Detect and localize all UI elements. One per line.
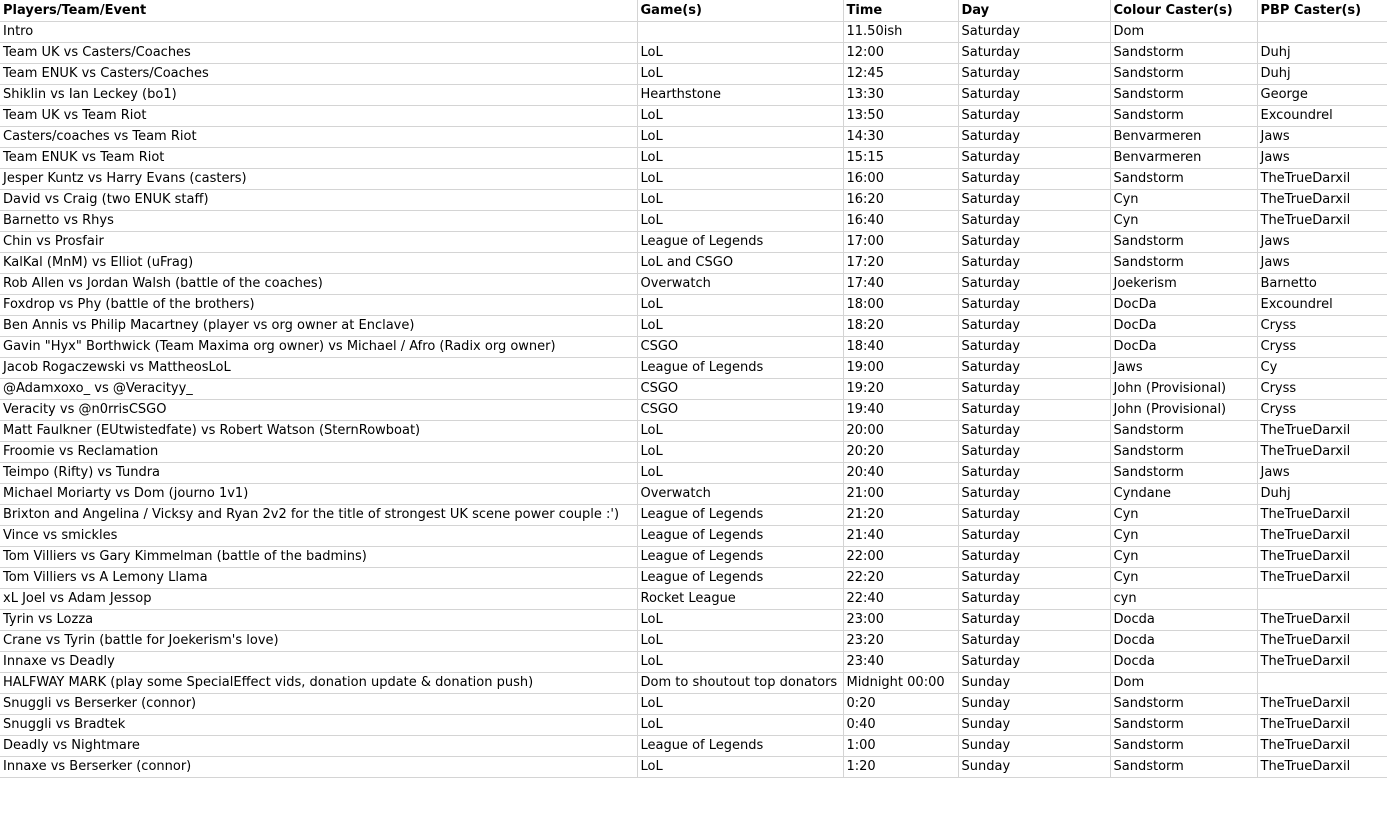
cell-colour-caster[interactable]: Cyn — [1110, 546, 1257, 567]
cell-colour-caster[interactable]: Sandstorm — [1110, 63, 1257, 84]
cell-colour-caster[interactable]: Dom — [1110, 21, 1257, 42]
cell-pbp-caster[interactable]: Duhj — [1257, 63, 1387, 84]
cell-game[interactable]: League of Legends — [637, 567, 843, 588]
cell-time[interactable]: 16:40 — [843, 210, 958, 231]
cell-time[interactable]: 17:20 — [843, 252, 958, 273]
cell-colour-caster[interactable]: John (Provisional) — [1110, 399, 1257, 420]
cell-time[interactable]: 12:45 — [843, 63, 958, 84]
cell-players[interactable]: Intro — [0, 21, 637, 42]
cell-pbp-caster[interactable]: TheTrueDarxil — [1257, 420, 1387, 441]
cell-game[interactable]: LoL — [637, 105, 843, 126]
cell-time[interactable]: 21:20 — [843, 504, 958, 525]
cell-day[interactable]: Saturday — [958, 420, 1110, 441]
cell-colour-caster[interactable]: Docda — [1110, 609, 1257, 630]
cell-time[interactable]: 17:00 — [843, 231, 958, 252]
cell-day[interactable]: Sunday — [958, 735, 1110, 756]
cell-time[interactable]: 0:20 — [843, 693, 958, 714]
cell-players[interactable]: Tom Villiers vs Gary Kimmelman (battle of the badmins) — [0, 546, 637, 567]
table-row — [0, 147, 1387, 168]
header-row — [0, 0, 1387, 21]
cell-players[interactable]: Vince vs smickles — [0, 525, 637, 546]
cell-game[interactable]: League of Legends — [637, 735, 843, 756]
cell-time[interactable]: 1:00 — [843, 735, 958, 756]
cell-game[interactable]: LoL — [637, 168, 843, 189]
cell-time[interactable]: 12:00 — [843, 42, 958, 63]
cell-colour-caster[interactable]: Sandstorm — [1110, 462, 1257, 483]
cell-time[interactable]: 19:00 — [843, 357, 958, 378]
cell-game[interactable]: Overwatch — [637, 483, 843, 504]
cell-players[interactable]: Gavin "Hyx" Borthwick (Team Maxima org owner) vs Michael / Afro (Radix org owner) — [0, 336, 637, 357]
cell-colour-caster[interactable]: cyn — [1110, 588, 1257, 609]
table-row — [0, 525, 1387, 546]
cell-players[interactable]: Innaxe vs Berserker (connor) — [0, 756, 637, 777]
cell-players[interactable]: Jacob Rogaczewski vs MattheosLoL — [0, 357, 637, 378]
cell-colour-caster[interactable]: Sandstorm — [1110, 441, 1257, 462]
cell-game[interactable]: LoL — [637, 189, 843, 210]
cell-pbp-caster[interactable]: TheTrueDarxil — [1257, 525, 1387, 546]
cell-day[interactable]: Saturday — [958, 147, 1110, 168]
table-row — [0, 714, 1387, 735]
cell-game[interactable]: LoL — [637, 420, 843, 441]
cell-time[interactable]: 15:15 — [843, 147, 958, 168]
cell-players[interactable]: Deadly vs Nightmare — [0, 735, 637, 756]
cell-colour-caster[interactable]: DocDa — [1110, 336, 1257, 357]
header-cell-players[interactable]: Players/Team/Event — [0, 0, 637, 21]
cell-game[interactable]: LoL and CSGO — [637, 252, 843, 273]
cell-colour-caster[interactable]: Sandstorm — [1110, 756, 1257, 777]
cell-colour-caster[interactable]: Jaws — [1110, 357, 1257, 378]
table-row — [0, 336, 1387, 357]
cell-time[interactable]: 14:30 — [843, 126, 958, 147]
cell-players[interactable]: Shiklin vs Ian Leckey (bo1) — [0, 84, 637, 105]
cell-game[interactable]: LoL — [637, 294, 843, 315]
cell-game[interactable]: LoL — [637, 126, 843, 147]
cell-day[interactable]: Saturday — [958, 483, 1110, 504]
cell-players[interactable]: Team ENUK vs Team Riot — [0, 147, 637, 168]
table-row — [0, 672, 1387, 693]
table-row — [0, 462, 1387, 483]
cell-colour-caster[interactable]: Sandstorm — [1110, 84, 1257, 105]
cell-pbp-caster[interactable]: Duhj — [1257, 483, 1387, 504]
cell-day[interactable]: Saturday — [958, 441, 1110, 462]
cell-colour-caster[interactable]: Docda — [1110, 651, 1257, 672]
cell-pbp-caster[interactable]: TheTrueDarxil — [1257, 546, 1387, 567]
cell-players[interactable]: xL Joel vs Adam Jessop — [0, 588, 637, 609]
cell-day[interactable]: Sunday — [958, 756, 1110, 777]
cell-pbp-caster[interactable]: TheTrueDarxil — [1257, 609, 1387, 630]
table-row — [0, 189, 1387, 210]
cell-players[interactable]: Veracity vs @n0rrisCSGO — [0, 399, 637, 420]
cell-time[interactable]: Midnight 00:00 — [843, 672, 958, 693]
cell-pbp-caster[interactable]: Barnetto — [1257, 273, 1387, 294]
cell-game[interactable]: CSGO — [637, 336, 843, 357]
header-cell-games[interactable]: Game(s) — [637, 0, 843, 21]
cell-day[interactable]: Saturday — [958, 273, 1110, 294]
cell-pbp-caster[interactable]: Duhj — [1257, 42, 1387, 63]
cell-day[interactable]: Saturday — [958, 63, 1110, 84]
cell-day[interactable]: Saturday — [958, 231, 1110, 252]
table-row — [0, 630, 1387, 651]
cell-day[interactable]: Saturday — [958, 252, 1110, 273]
cell-colour-caster[interactable]: Sandstorm — [1110, 735, 1257, 756]
cell-players[interactable]: Froomie vs Reclamation — [0, 441, 637, 462]
table-row — [0, 168, 1387, 189]
cell-colour-caster[interactable]: Cyn — [1110, 525, 1257, 546]
table-row — [0, 231, 1387, 252]
cell-time[interactable]: 22:40 — [843, 588, 958, 609]
cell-game[interactable]: LoL — [637, 630, 843, 651]
cell-day[interactable]: Saturday — [958, 525, 1110, 546]
cell-day[interactable]: Saturday — [958, 21, 1110, 42]
cell-time[interactable]: 22:20 — [843, 567, 958, 588]
cell-pbp-caster[interactable]: TheTrueDarxil — [1257, 210, 1387, 231]
cell-time[interactable]: 22:00 — [843, 546, 958, 567]
cell-game[interactable]: Overwatch — [637, 273, 843, 294]
table-row — [0, 273, 1387, 294]
cell-time[interactable]: 20:40 — [843, 462, 958, 483]
table-row — [0, 756, 1387, 777]
cell-time[interactable]: 0:40 — [843, 714, 958, 735]
cell-game[interactable]: League of Legends — [637, 231, 843, 252]
cell-pbp-caster[interactable] — [1257, 672, 1387, 693]
cell-pbp-caster[interactable]: TheTrueDarxil — [1257, 504, 1387, 525]
cell-time[interactable]: 20:20 — [843, 441, 958, 462]
cell-day[interactable]: Saturday — [958, 399, 1110, 420]
cell-pbp-caster[interactable] — [1257, 588, 1387, 609]
header-cell-colour-caster[interactable]: Colour Caster(s) — [1110, 0, 1257, 21]
table-row — [0, 588, 1387, 609]
table-row — [0, 21, 1387, 42]
cell-pbp-caster[interactable] — [1257, 21, 1387, 42]
cell-game[interactable] — [637, 21, 843, 42]
cell-day[interactable]: Sunday — [958, 693, 1110, 714]
cell-time[interactable]: 18:00 — [843, 294, 958, 315]
cell-time[interactable]: 16:00 — [843, 168, 958, 189]
cell-time[interactable]: 19:40 — [843, 399, 958, 420]
cell-game[interactable]: Hearthstone — [637, 84, 843, 105]
cell-pbp-caster[interactable]: TheTrueDarxil — [1257, 441, 1387, 462]
cell-time[interactable]: 17:40 — [843, 273, 958, 294]
cell-game[interactable]: Rocket League — [637, 588, 843, 609]
table-row — [0, 105, 1387, 126]
cell-day[interactable]: Saturday — [958, 567, 1110, 588]
table-row — [0, 399, 1387, 420]
table-row — [0, 84, 1387, 105]
cell-pbp-caster[interactable]: TheTrueDarxil — [1257, 189, 1387, 210]
table-row — [0, 63, 1387, 84]
cell-pbp-caster[interactable]: TheTrueDarxil — [1257, 651, 1387, 672]
cell-colour-caster[interactable]: Dom — [1110, 672, 1257, 693]
cell-pbp-caster[interactable]: Jaws — [1257, 231, 1387, 252]
table-row — [0, 693, 1387, 714]
cell-players[interactable]: Teimpo (Rifty) vs Tundra — [0, 462, 637, 483]
cell-colour-caster[interactable]: DocDa — [1110, 315, 1257, 336]
table-row — [0, 252, 1387, 273]
cell-time[interactable]: 11.50ish — [843, 21, 958, 42]
cell-day[interactable]: Saturday — [958, 651, 1110, 672]
cell-players[interactable]: Snuggli vs Bradtek — [0, 714, 637, 735]
table-row — [0, 609, 1387, 630]
cell-players[interactable]: Michael Moriarty vs Dom (journo 1v1) — [0, 483, 637, 504]
cell-game[interactable]: LoL — [637, 210, 843, 231]
table-row — [0, 210, 1387, 231]
cell-colour-caster[interactable]: John (Provisional) — [1110, 378, 1257, 399]
table-row — [0, 378, 1387, 399]
cell-time[interactable]: 18:20 — [843, 315, 958, 336]
cell-day[interactable]: Saturday — [958, 546, 1110, 567]
cell-pbp-caster[interactable]: Jaws — [1257, 147, 1387, 168]
table-row — [0, 546, 1387, 567]
cell-game[interactable]: LoL — [637, 315, 843, 336]
table-row — [0, 126, 1387, 147]
cell-time[interactable]: 23:00 — [843, 609, 958, 630]
cell-pbp-caster[interactable]: Jaws — [1257, 462, 1387, 483]
table-body — [0, 21, 1387, 777]
cell-game[interactable]: League of Legends — [637, 546, 843, 567]
cell-colour-caster[interactable]: DocDa — [1110, 294, 1257, 315]
cell-colour-caster[interactable]: Docda — [1110, 630, 1257, 651]
cell-colour-caster[interactable]: Sandstorm — [1110, 105, 1257, 126]
table-row — [0, 294, 1387, 315]
cell-pbp-caster[interactable]: TheTrueDarxil — [1257, 714, 1387, 735]
cell-game[interactable]: LoL — [637, 756, 843, 777]
cell-players[interactable]: Barnetto vs Rhys — [0, 210, 637, 231]
cell-game[interactable]: LoL — [637, 462, 843, 483]
cell-players[interactable]: Jesper Kuntz vs Harry Evans (casters) — [0, 168, 637, 189]
cell-pbp-caster[interactable]: TheTrueDarxil — [1257, 693, 1387, 714]
cell-colour-caster[interactable]: Cyn — [1110, 210, 1257, 231]
table-row — [0, 567, 1387, 588]
cell-game[interactable]: CSGO — [637, 399, 843, 420]
cell-pbp-caster[interactable]: TheTrueDarxil — [1257, 735, 1387, 756]
cell-time[interactable]: 18:40 — [843, 336, 958, 357]
cell-colour-caster[interactable]: Benvarmeren — [1110, 126, 1257, 147]
cell-colour-caster[interactable]: Sandstorm — [1110, 252, 1257, 273]
table-row — [0, 504, 1387, 525]
cell-day[interactable]: Saturday — [958, 189, 1110, 210]
cell-pbp-caster[interactable]: TheTrueDarxil — [1257, 168, 1387, 189]
cell-pbp-caster[interactable]: TheTrueDarxil — [1257, 567, 1387, 588]
cell-day[interactable]: Saturday — [958, 126, 1110, 147]
cell-time[interactable]: 21:00 — [843, 483, 958, 504]
cell-time[interactable]: 20:00 — [843, 420, 958, 441]
cell-pbp-caster[interactable]: Cryss — [1257, 378, 1387, 399]
table-row — [0, 441, 1387, 462]
cell-day[interactable]: Saturday — [958, 504, 1110, 525]
cell-players[interactable]: Tyrin vs Lozza — [0, 609, 637, 630]
table-row — [0, 651, 1387, 672]
cell-colour-caster[interactable]: Joekerism — [1110, 273, 1257, 294]
cell-colour-caster[interactable]: Benvarmeren — [1110, 147, 1257, 168]
cell-game[interactable]: CSGO — [637, 378, 843, 399]
cell-day[interactable]: Saturday — [958, 210, 1110, 231]
cell-game[interactable]: LoL — [637, 441, 843, 462]
cell-players[interactable]: Crane vs Tyrin (battle for Joekerism's love) — [0, 630, 637, 651]
table-row — [0, 357, 1387, 378]
cell-colour-caster[interactable]: Sandstorm — [1110, 42, 1257, 63]
table-row — [0, 483, 1387, 504]
cell-players[interactable]: Team UK vs Casters/Coaches — [0, 42, 637, 63]
cell-pbp-caster[interactable]: Jaws — [1257, 252, 1387, 273]
cell-game[interactable]: LoL — [637, 147, 843, 168]
cell-game[interactable]: League of Legends — [637, 357, 843, 378]
cell-pbp-caster[interactable]: Excoundrel — [1257, 294, 1387, 315]
header-cell-day[interactable]: Day — [958, 0, 1110, 21]
cell-players[interactable]: Rob Allen vs Jordan Walsh (battle of the coaches) — [0, 273, 637, 294]
cell-colour-caster[interactable]: Cyn — [1110, 189, 1257, 210]
cell-day[interactable]: Saturday — [958, 336, 1110, 357]
cell-day[interactable]: Saturday — [958, 630, 1110, 651]
cell-colour-caster[interactable]: Sandstorm — [1110, 693, 1257, 714]
cell-day[interactable]: Sunday — [958, 672, 1110, 693]
cell-pbp-caster[interactable]: George — [1257, 84, 1387, 105]
header-cell-pbp-caster[interactable]: PBP Caster(s) — [1257, 0, 1387, 21]
cell-pbp-caster[interactable]: Cryss — [1257, 336, 1387, 357]
cell-day[interactable]: Saturday — [958, 588, 1110, 609]
cell-colour-caster[interactable]: Cyn — [1110, 504, 1257, 525]
cell-time[interactable]: 19:20 — [843, 378, 958, 399]
cell-game[interactable]: LoL — [637, 63, 843, 84]
cell-game[interactable]: LoL — [637, 714, 843, 735]
table-row — [0, 315, 1387, 336]
cell-time[interactable]: 1:20 — [843, 756, 958, 777]
cell-game[interactable]: LoL — [637, 693, 843, 714]
cell-colour-caster[interactable]: Cyn — [1110, 567, 1257, 588]
cell-pbp-caster[interactable]: Cryss — [1257, 399, 1387, 420]
cell-pbp-caster[interactable]: Cryss — [1257, 315, 1387, 336]
cell-time[interactable]: 16:20 — [843, 189, 958, 210]
cell-day[interactable]: Saturday — [958, 84, 1110, 105]
cell-players[interactable]: Innaxe vs Deadly — [0, 651, 637, 672]
cell-pbp-caster[interactable]: Cy — [1257, 357, 1387, 378]
cell-colour-caster[interactable]: Sandstorm — [1110, 714, 1257, 735]
cell-day[interactable]: Saturday — [958, 609, 1110, 630]
cell-day[interactable]: Sunday — [958, 714, 1110, 735]
cell-players[interactable]: David vs Craig (two ENUK staff) — [0, 189, 637, 210]
cell-game[interactable]: League of Legends — [637, 525, 843, 546]
cell-game[interactable]: LoL — [637, 609, 843, 630]
cell-players[interactable]: KalKal (MnM) vs Elliot (uFrag) — [0, 252, 637, 273]
table-row — [0, 420, 1387, 441]
cell-game[interactable]: LoL — [637, 42, 843, 63]
cell-day[interactable]: Saturday — [958, 168, 1110, 189]
cell-game[interactable]: League of Legends — [637, 504, 843, 525]
cell-players[interactable]: Tom Villiers vs A Lemony Llama — [0, 567, 637, 588]
cell-colour-caster[interactable]: Sandstorm — [1110, 231, 1257, 252]
cell-players[interactable]: Snuggli vs Berserker (connor) — [0, 693, 637, 714]
cell-players[interactable]: HALFWAY MARK (play some SpecialEffect vids, donation update & donation push) — [0, 672, 637, 693]
cell-pbp-caster[interactable]: Jaws — [1257, 126, 1387, 147]
cell-colour-caster[interactable]: Sandstorm — [1110, 168, 1257, 189]
cell-players[interactable]: Team UK vs Team Riot — [0, 105, 637, 126]
cell-players[interactable]: Ben Annis vs Philip Macartney (player vs org owner at Enclave) — [0, 315, 637, 336]
cell-time[interactable]: 13:30 — [843, 84, 958, 105]
cell-day[interactable]: Saturday — [958, 294, 1110, 315]
cell-players[interactable]: Chin vs Prosfair — [0, 231, 637, 252]
cell-game[interactable]: LoL — [637, 651, 843, 672]
cell-day[interactable]: Saturday — [958, 42, 1110, 63]
cell-pbp-caster[interactable]: TheTrueDarxil — [1257, 630, 1387, 651]
cell-players[interactable]: @Adamxoxo_ vs @Veracityy_ — [0, 378, 637, 399]
cell-day[interactable]: Saturday — [958, 315, 1110, 336]
cell-players[interactable]: Casters/coaches vs Team Riot — [0, 126, 637, 147]
table-row — [0, 735, 1387, 756]
cell-players[interactable]: Team ENUK vs Casters/Coaches — [0, 63, 637, 84]
cell-time[interactable]: 13:50 — [843, 105, 958, 126]
cell-players[interactable]: Brixton and Angelina / Vicksy and Ryan 2v2 for the title of strongest UK scene power couple :') — [0, 504, 637, 525]
cell-day[interactable]: Saturday — [958, 462, 1110, 483]
cell-day[interactable]: Saturday — [958, 357, 1110, 378]
cell-colour-caster[interactable]: Cyndane — [1110, 483, 1257, 504]
cell-time[interactable]: 23:40 — [843, 651, 958, 672]
cell-game[interactable]: Dom to shoutout top donators — [637, 672, 843, 693]
header-cell-time[interactable]: Time — [843, 0, 958, 21]
cell-day[interactable]: Saturday — [958, 378, 1110, 399]
cell-day[interactable]: Saturday — [958, 105, 1110, 126]
cell-pbp-caster[interactable]: Excoundrel — [1257, 105, 1387, 126]
cell-colour-caster[interactable]: Sandstorm — [1110, 420, 1257, 441]
cell-time[interactable]: 23:20 — [843, 630, 958, 651]
cell-time[interactable]: 21:40 — [843, 525, 958, 546]
table-row — [0, 42, 1387, 63]
cell-players[interactable]: Foxdrop vs Phy (battle of the brothers) — [0, 294, 637, 315]
cell-pbp-caster[interactable]: TheTrueDarxil — [1257, 756, 1387, 777]
cell-players[interactable]: Matt Faulkner (EUtwistedfate) vs Robert Watson (SternRowboat) — [0, 420, 637, 441]
